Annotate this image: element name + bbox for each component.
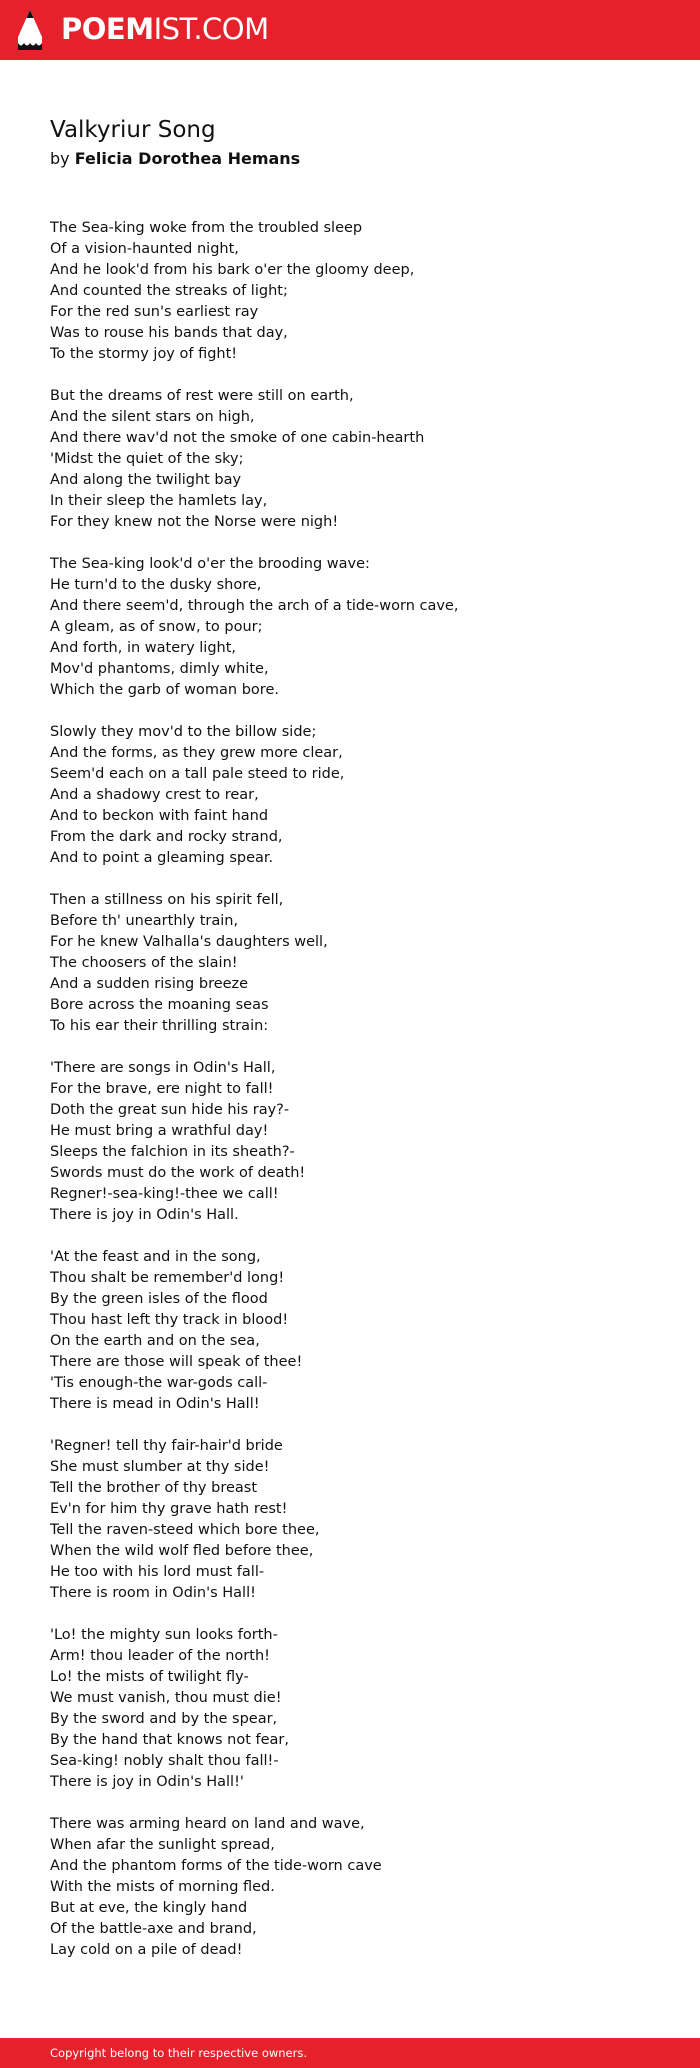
poem-line: And a shadowy crest to rear, <box>50 787 259 803</box>
poem-line: Which the garb of woman bore. <box>50 682 279 698</box>
poem-line: When the wild wolf fled before thee, <box>50 1543 314 1559</box>
poem-line: To the stormy joy of fight! <box>50 346 238 362</box>
poem-line: And to beckon with faint hand <box>50 808 269 824</box>
stanza <box>50 890 670 1037</box>
poem-line: Swords must do the work of death! <box>50 1165 306 1181</box>
poem-line: There was arming heard on land and wave, <box>50 1816 365 1832</box>
by-label: by <box>50 149 70 168</box>
poem-line: To his ear their thrilling strain: <box>50 1018 269 1034</box>
poem-line: Lo! the mists of twilight fly- <box>50 1669 249 1685</box>
stanza <box>50 1814 670 1961</box>
author-name[interactable]: Felicia Dorothea Hemans <box>74 149 301 168</box>
poem-line: For the red sun's earliest ray <box>50 304 259 320</box>
poem-line: Doth the great sun hide his ray?- <box>50 1102 290 1118</box>
poem-line: Bore across the moaning seas <box>50 997 269 1013</box>
poem-line: And counted the streaks of light; <box>50 283 288 299</box>
poem-line: There is room in Odin's Hall! <box>50 1585 256 1601</box>
stanza <box>50 1058 670 1226</box>
poem-line: And there wav'd not the smoke of one cabin-hearth <box>50 430 425 446</box>
poem-line: Of a vision-haunted night, <box>50 241 239 257</box>
poem-line: 'Midst the quiet of the sky; <box>50 451 244 467</box>
poem-body <box>50 218 670 1982</box>
poem-line: 'Regner! tell thy fair-hair'd bride <box>50 1438 283 1454</box>
poem-line: There are those will speak of thee! <box>50 1354 303 1370</box>
poem-line: From the dark and rocky strand, <box>50 829 283 845</box>
poem-line: But the dreams of rest were still on earth, <box>50 388 354 404</box>
stanza <box>50 1436 670 1604</box>
poem-line: Of the battle-axe and brand, <box>50 1921 257 1937</box>
site-logo[interactable] <box>61 9 269 49</box>
poem-line: Seem'd each on a tall pale steed to ride, <box>50 766 345 782</box>
copyright-text: Copyright belong to their respective owners. <box>50 2046 308 2060</box>
poem-line: With the mists of morning fled. <box>50 1879 275 1895</box>
poem-line: And the forms, as they grew more clear, <box>50 745 343 761</box>
poem-line: But at eve, the kingly hand <box>50 1900 248 1916</box>
poem-line: 'Lo! the mighty sun looks forth- <box>50 1627 278 1643</box>
logo-bold-text: POEM <box>61 12 154 46</box>
poem-line: On the earth and on the sea, <box>50 1333 260 1349</box>
poem-line: Tell the raven-steed which bore thee, <box>50 1522 320 1538</box>
poem-line: Tell the brother of thy breast <box>50 1480 258 1496</box>
poem-line: Thou shalt be remember'd long! <box>50 1270 285 1286</box>
poem-line: Sea-king! nobly shalt thou fall!- <box>50 1753 279 1769</box>
poem-line: A gleam, as of snow, to pour; <box>50 619 263 635</box>
poem-line: Before th' unearthly train, <box>50 913 239 929</box>
logo-thin-text: IST.COM <box>153 12 269 46</box>
byline <box>50 146 670 172</box>
poem-line: And the phantom forms of the tide-worn cave <box>50 1858 382 1874</box>
stanza <box>50 1247 670 1415</box>
poem-line: Sleeps the falchion in its sheath?- <box>50 1144 295 1160</box>
poem-line: 'At the feast and in the song, <box>50 1249 261 1265</box>
poem-line: And a sudden rising breeze <box>50 976 249 992</box>
poem-line: Then a stillness on his spirit fell, <box>50 892 284 908</box>
poem-line: There is mead in Odin's Hall! <box>50 1396 260 1412</box>
poem-line: By the sword and by the spear, <box>50 1711 278 1727</box>
poem-line: In their sleep the hamlets lay, <box>50 493 268 509</box>
poem-line: Regner!-sea-king!-thee we call! <box>50 1186 279 1202</box>
poem-line: For the brave, ere night to fall! <box>50 1081 274 1097</box>
poem-line: He must bring a wrathful day! <box>50 1123 269 1139</box>
stanza <box>50 1625 670 1793</box>
poem-line: There is joy in Odin's Hall!' <box>50 1774 244 1790</box>
pencil-tip-icon <box>18 10 42 50</box>
poem-line: He too with his lord must fall- <box>50 1564 265 1580</box>
poem-line: 'Tis enough-the war-gods call- <box>50 1375 268 1391</box>
poem-line: Ev'n for him thy grave hath rest! <box>50 1501 288 1517</box>
stanza <box>50 722 670 869</box>
poem-line: And to point a gleaming spear. <box>50 850 274 866</box>
poem-line: She must slumber at thy side! <box>50 1459 270 1475</box>
poem-line: By the green isles of the flood <box>50 1291 268 1307</box>
stanza <box>50 386 670 533</box>
poem-line: Slowly they mov'd to the billow side; <box>50 724 317 740</box>
site-footer <box>0 2038 700 2068</box>
poem-line: The choosers of the slain! <box>50 955 238 971</box>
poem-line: When afar the sunlight spread, <box>50 1837 275 1853</box>
poem-line: Mov'd phantoms, dimly white, <box>50 661 269 677</box>
poem-line: For they knew not the Norse were nigh! <box>50 514 339 530</box>
poem-title: Valkyriur Song <box>50 117 216 143</box>
poem-line: Lay cold on a pile of dead! <box>50 1942 243 1958</box>
poem-line: And along the twilight bay <box>50 472 242 488</box>
poem-line: And forth, in watery light, <box>50 640 237 656</box>
poem-line: We must vanish, thou must die! <box>50 1690 282 1706</box>
poem-line: Was to rouse his bands that day, <box>50 325 288 341</box>
poem-line: The Sea-king look'd o'er the brooding wave: <box>50 556 370 572</box>
poem-line: By the hand that knows not fear, <box>50 1732 289 1748</box>
poem-line: Arm! thou leader of the north! <box>50 1648 270 1664</box>
poem-line: For he knew Valhalla's daughters well, <box>50 934 328 950</box>
poem-header <box>50 114 670 172</box>
poem-line: There is joy in Odin's Hall. <box>50 1207 239 1223</box>
poem-line: And there seem'd, through the arch of a tide-worn cave, <box>50 598 459 614</box>
poem-line: 'There are songs in Odin's Hall, <box>50 1060 276 1076</box>
stanza <box>50 218 670 365</box>
stanza <box>50 554 670 701</box>
poem-line: Thou hast left thy track in blood! <box>50 1312 289 1328</box>
poem-line: And the silent stars on high, <box>50 409 255 425</box>
poem-line: The Sea-king woke from the troubled sleep <box>50 220 363 236</box>
poem-line: He turn'd to the dusky shore, <box>50 577 262 593</box>
site-header <box>0 0 700 60</box>
poem-line: And he look'd from his bark o'er the gloomy deep, <box>50 262 415 278</box>
